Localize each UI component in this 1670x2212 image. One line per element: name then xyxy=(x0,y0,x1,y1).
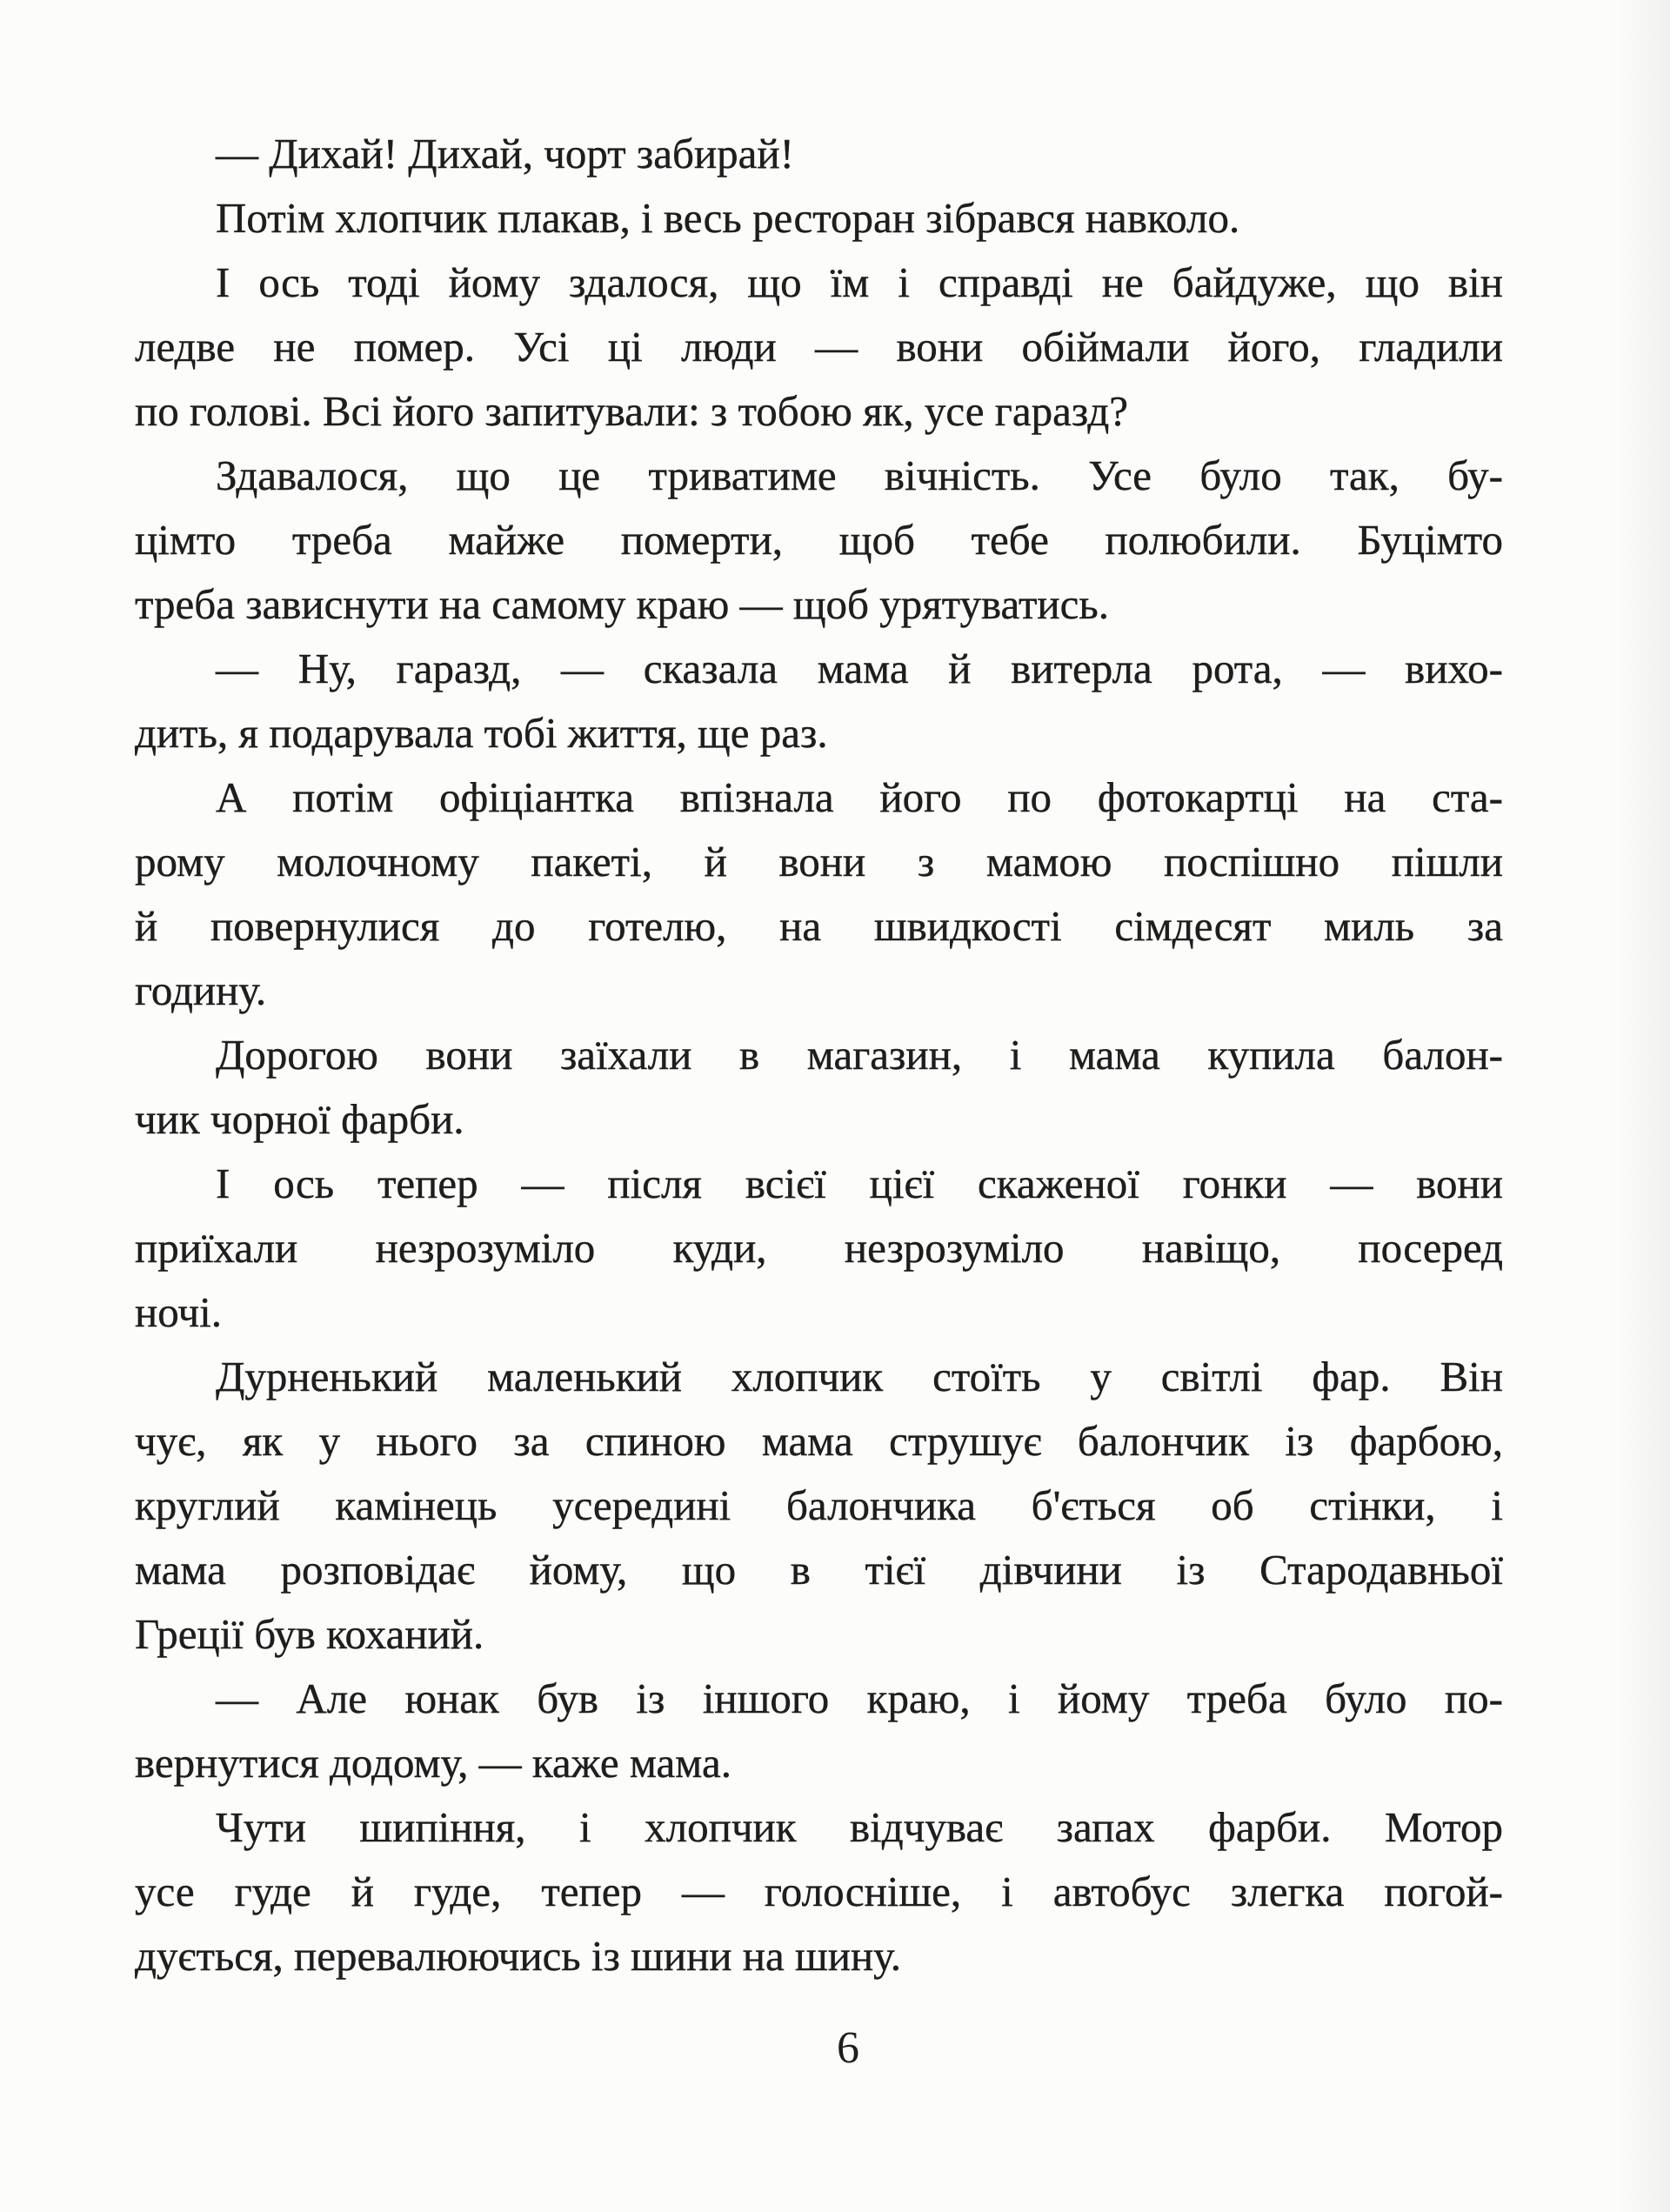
text-line: чує, як у нього за спиною мама струшує балончик із фарбою, xyxy=(135,1417,1503,1465)
text-line: приїхали незрозуміло куди, незрозуміло навіщо, посеред xyxy=(135,1224,1503,1272)
text-line: мама розповідає йому, що в тієї дівчини із Стародавньої xyxy=(135,1546,1503,1594)
text-line: усе гуде й гуде, тепер — голосніше, і автобус злегка погой- xyxy=(135,1868,1503,1915)
text-line: дується, перевалюючись із шини на шину. xyxy=(135,1932,902,1980)
text-line: рому молочному пакеті, й вони з мамою поспішно пішли xyxy=(135,838,1503,885)
page-number: 6 xyxy=(837,2023,859,2073)
text-line: Потім хлопчик плакав, і весь ресторан зібрався навколо. xyxy=(216,194,1240,242)
text-line: годину. xyxy=(135,966,267,1014)
text-line: круглий камінець усередині балончика б'ється об стінки, і xyxy=(135,1481,1503,1529)
text-line: вернутися додому, — каже мама. xyxy=(135,1739,731,1787)
text-line: І ось тоді йому здалося, що їм і справді не байдуже, що він xyxy=(216,258,1503,306)
text-line: Греції був коханий. xyxy=(135,1610,484,1658)
page-edge-shadow xyxy=(1618,0,1670,2212)
text-line: Дурненький маленький хлопчик стоїть у світлі фар. Він xyxy=(216,1353,1503,1400)
text-line: — Ну, гаразд, — сказала мама й витерла рота, — вихо- xyxy=(216,645,1503,692)
text-line: А потім офіціантка впізнала його по фотокартці на ста- xyxy=(216,773,1503,821)
text-line: Дорогою вони заїхали в магазин, і мама купила балон- xyxy=(216,1031,1503,1079)
text-line: ледве не помер. Усі ці люди — вони обіймали його, гладили xyxy=(135,323,1503,371)
text-line: Здавалося, що це триватиме вічність. Усе було так, бу- xyxy=(216,451,1503,499)
text-line: Чути шипіння, і хлопчик відчуває запах фарби. Мотор xyxy=(216,1803,1503,1851)
text-line: ночі. xyxy=(135,1288,222,1336)
text-line: — Але юнак був із іншого краю, і йому треба було по- xyxy=(216,1674,1503,1722)
text-line: цімто треба майже померти, щоб тебе полюбили. Буцімто xyxy=(135,516,1503,564)
text-line: по голові. Всі його запитували: з тобою як, усе гаразд? xyxy=(135,387,1129,435)
text-line: й повернулися до готелю, на швидкості сімдесят миль за xyxy=(135,902,1503,950)
text-line: треба зависнути на самому краю — щоб урятуватись. xyxy=(135,580,1109,628)
text-line: — Дихай! Дихай, чорт забирай! xyxy=(216,130,794,177)
text-line: чик чорної фарби. xyxy=(135,1095,464,1143)
text-line: І ось тепер — після всієї цієї скаженої гонки — вони xyxy=(216,1159,1503,1207)
text-line: дить, я подарувала тобі життя, ще раз. xyxy=(135,709,828,757)
